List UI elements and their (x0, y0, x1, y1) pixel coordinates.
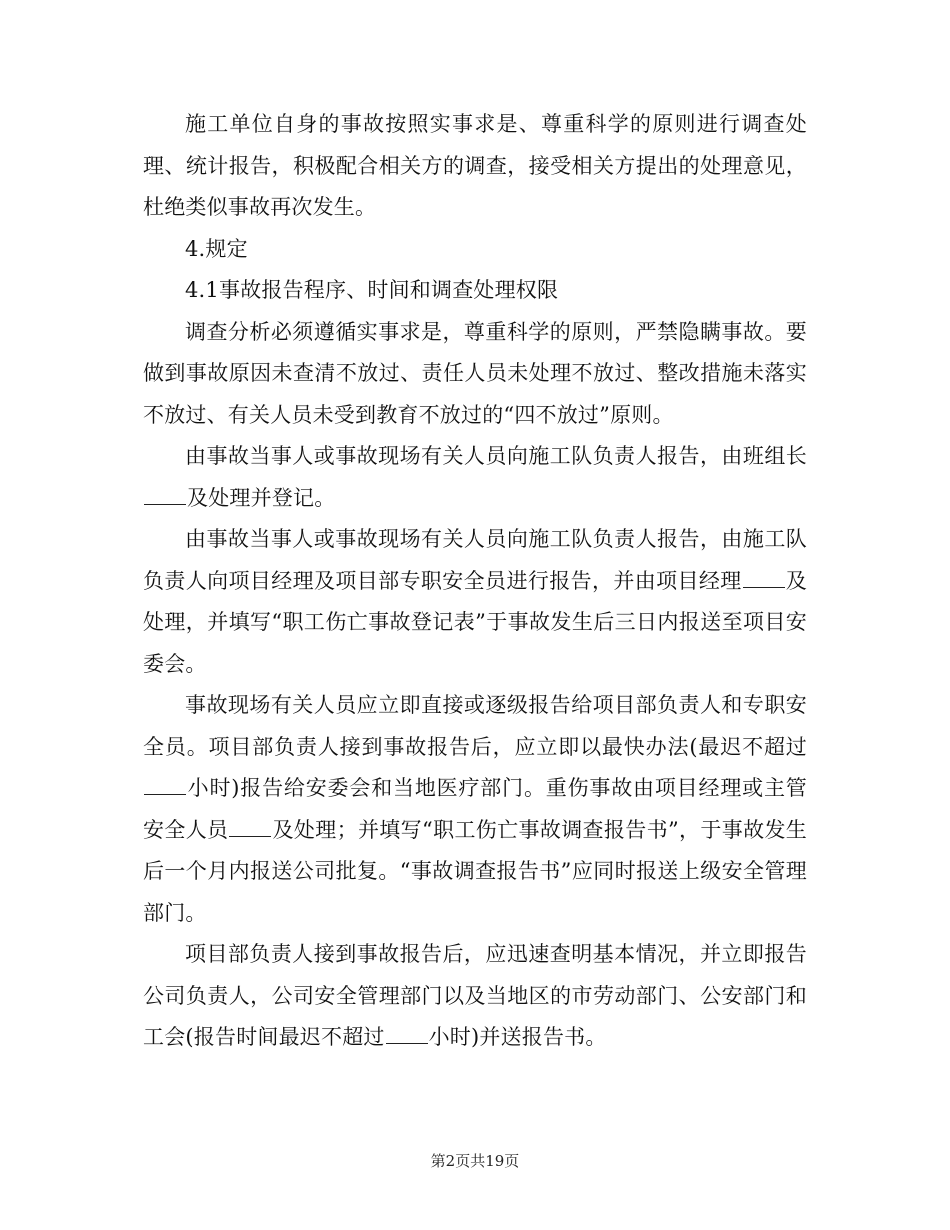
section-heading-text: 4.规定 (185, 236, 248, 261)
document-body (143, 104, 807, 1059)
paragraph-serious-injury-report (143, 685, 807, 934)
paragraph-text: 项目部负责人接到事故报告后，应迅速查明基本情况，并立即报告公司负责人，公司安全管理部门以及当地区的市劳动部门、公安部门和工会(报告时间最迟不超过 (143, 942, 807, 1049)
page-number-footer (0, 1150, 950, 1171)
paragraph-text: 调查分析必须遵循实事求是，尊重科学的原则，严禁隐瞒事故。要做到事故原因未查清不放过、责任人员未处理不放过、整改措施未落实不放过、有关人员未受到教育不放过的“四不放过”原则。 (143, 319, 807, 427)
fill-in-blank (144, 780, 186, 795)
section-heading-text: 4.1事故报告程序、时间和调查处理权限 (185, 278, 559, 302)
paragraph-text: 小时)并送报告书。 (428, 1025, 607, 1049)
page-number: 第2页共19页 (430, 1152, 520, 1170)
section-heading-4-1 (143, 270, 807, 312)
fill-in-blank (386, 1029, 428, 1044)
paragraph-text: 小时)报告给安委会和当地医疗部门。重伤事故由项目经理或主管安全人员 (143, 776, 807, 842)
paragraph-text: 事故现场有关人员应立即直接或逐级报告给项目部负责人和专职安全员。项目部负责人接到事故报告后，应立即以最快办法(最迟不超过 (143, 693, 807, 759)
paragraph-team-report (143, 436, 807, 519)
paragraph-text: 及处理；并填写“职工伤亡事故调查报告书”，于事故发生后一个月内报送公司批复。“事故调查报告书”应同时报送上级安全管理部门。 (143, 817, 807, 925)
fill-in-blank (743, 573, 785, 588)
paragraph-four-not-let-go (143, 312, 807, 437)
paragraph-text: 及处理并登记。 (187, 485, 336, 510)
paragraph-accident-principle (143, 104, 807, 229)
paragraph-text: 由事故当事人或事故现场有关人员向施工队负责人报告，由班组长 (185, 444, 807, 468)
paragraph-text: 施工单位自身的事故按照实事求是、尊重科学的原则进行调查处理、统计报告，积极配合相关方的调查，接受相关方提出的处理意见，杜绝类似事故再次发生。 (143, 112, 807, 219)
fill-in-blank (229, 822, 271, 837)
paragraph-text: 及处理，并填写“职工伤亡事故登记表”于事故发生后三日内报送至项目安委会。 (143, 568, 807, 676)
section-heading-4 (143, 229, 807, 271)
paragraph-company-report (143, 934, 807, 1059)
paragraph-project-manager-report (143, 519, 807, 685)
fill-in-blank (144, 490, 186, 505)
paragraph-text: 由事故当事人或事故现场有关人员向施工队负责人报告，由施工队负责人向项目经理及项目部专职安全员进行报告，并由项目经理 (143, 527, 807, 593)
